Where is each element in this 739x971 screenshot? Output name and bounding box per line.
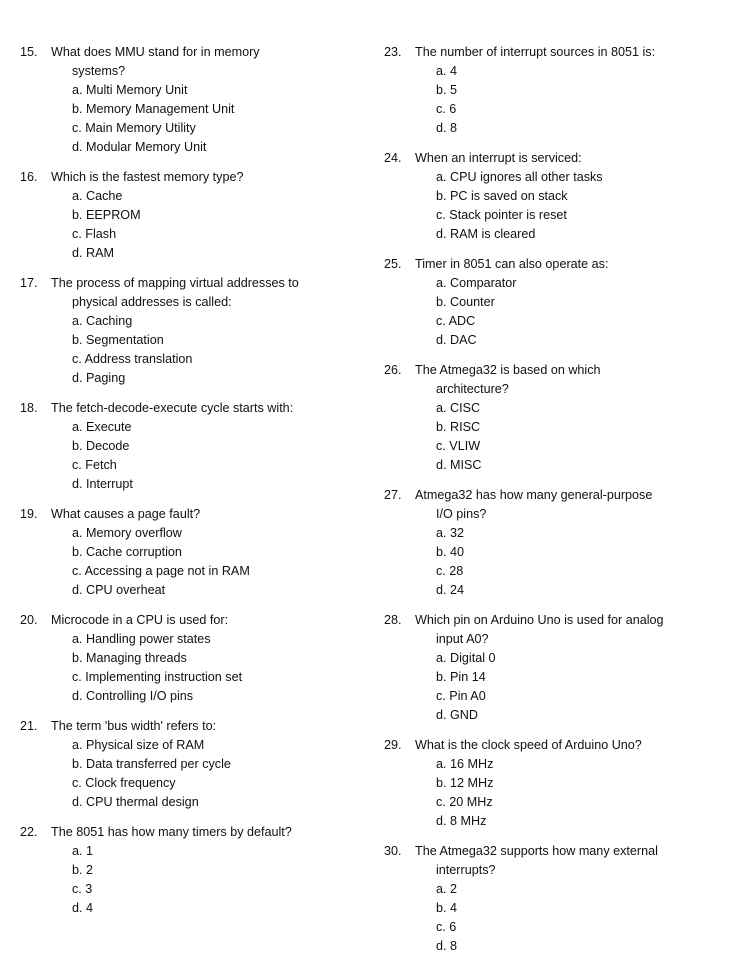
answer-option: a. 16 MHz [436, 757, 494, 771]
answer-option: a. 2 [436, 882, 458, 896]
left-column [20, 43, 365, 918]
question-22 [20, 823, 365, 918]
question-number: 15. [20, 45, 38, 59]
question-19 [20, 505, 365, 600]
question-header [20, 274, 365, 293]
answer-option: c. Pin A0 [436, 689, 486, 703]
answer-option: c. Accessing a page not in RAM [72, 564, 250, 578]
question-text-continued: systems? [72, 64, 126, 78]
answer-option: d. 8 [436, 121, 458, 135]
question-text: The Atmega32 supports how many external [415, 844, 658, 858]
question-header [384, 842, 729, 861]
question-number: 20. [20, 613, 38, 627]
question-header [384, 611, 729, 630]
question-header [20, 168, 365, 187]
question-number: 29. [384, 738, 402, 752]
answer-option: b. RISC [436, 420, 481, 434]
answer-option: a. 4 [436, 64, 458, 78]
answer-option: c. Clock frequency [72, 776, 176, 790]
answer-option: b. 12 MHz [436, 776, 494, 790]
question-header [20, 823, 365, 842]
answer-option: d. Interrupt [72, 477, 133, 491]
answer-option: a. Digital 0 [436, 651, 496, 665]
answer-option: c. 6 [436, 102, 457, 116]
answer-option: d. RAM [72, 246, 114, 260]
question-header [20, 717, 365, 736]
question-text: What causes a page fault? [51, 507, 201, 521]
question-text: The Atmega32 is based on which [415, 363, 601, 377]
answer-option: b. Pin 14 [436, 670, 486, 684]
question-17 [20, 274, 365, 388]
question-text: What does MMU stand for in memory [51, 45, 260, 59]
question-30 [384, 842, 729, 956]
answer-option: a. Execute [72, 420, 132, 434]
answer-option: d. 8 [436, 939, 458, 953]
answer-option: d. Modular Memory Unit [72, 140, 207, 154]
answer-option: c. 3 [72, 882, 93, 896]
question-number: 21. [20, 719, 38, 733]
question-text: The process of mapping virtual addresses to [51, 276, 299, 290]
answer-option: d. CPU thermal design [72, 795, 199, 809]
question-number: 23. [384, 45, 402, 59]
answer-option: a. Comparator [436, 276, 517, 290]
answer-option: c. Implementing instruction set [72, 670, 243, 684]
question-text: Timer in 8051 can also operate as: [415, 257, 609, 271]
answer-option: b. Counter [436, 295, 495, 309]
answer-option: b. 40 [436, 545, 465, 559]
question-text: The fetch-decode-execute cycle starts with: [51, 401, 294, 415]
question-number: 25. [384, 257, 402, 271]
question-number: 18. [20, 401, 38, 415]
question-text-continued: interrupts? [436, 863, 496, 877]
answer-option: b. Segmentation [72, 333, 164, 347]
question-text-continued: input A0? [436, 632, 489, 646]
question-21 [20, 717, 365, 812]
question-header [384, 149, 729, 168]
answer-option: b. Managing threads [72, 651, 187, 665]
answer-option: c. Fetch [72, 458, 117, 472]
question-20 [20, 611, 365, 706]
question-text: The 8051 has how many timers by default? [51, 825, 292, 839]
answer-option: b. PC is saved on stack [436, 189, 568, 203]
answer-option: c. 20 MHz [436, 795, 493, 809]
question-header [20, 399, 365, 418]
answer-option: c. 6 [436, 920, 457, 934]
question-28 [384, 611, 729, 725]
question-16 [20, 168, 365, 263]
question-header [20, 43, 365, 62]
question-text: Microcode in a CPU is used for: [51, 613, 229, 627]
answer-option: a. Caching [72, 314, 133, 328]
answer-option: c. ADC [436, 314, 476, 328]
answer-option: c. Main Memory Utility [72, 121, 196, 135]
question-text: The term 'bus width' refers to: [51, 719, 217, 733]
answer-option: a. Memory overflow [72, 526, 182, 540]
answer-option: b. Memory Management Unit [72, 102, 235, 116]
answer-option: a. CPU ignores all other tasks [436, 170, 603, 184]
answer-option: c. 28 [436, 564, 464, 578]
question-26 [384, 361, 729, 475]
answer-option: b. 5 [436, 83, 458, 97]
answer-option: b. Data transferred per cycle [72, 757, 231, 771]
answer-option: d. 8 MHz [436, 814, 487, 828]
answer-option: a. Cache [72, 189, 123, 203]
answer-option: d. CPU overheat [72, 583, 166, 597]
question-25 [384, 255, 729, 350]
question-27 [384, 486, 729, 600]
answer-option: d. RAM is cleared [436, 227, 536, 241]
answer-option: a. 1 [72, 844, 94, 858]
answer-option: d. Paging [72, 371, 126, 385]
answer-option: d. GND [436, 708, 478, 722]
answer-option: d. MISC [436, 458, 482, 472]
question-header [384, 43, 729, 62]
question-24 [384, 149, 729, 244]
answer-option: b. EEPROM [72, 208, 141, 222]
question-number: 17. [20, 276, 38, 290]
question-header [384, 736, 729, 755]
answer-option: a. Multi Memory Unit [72, 83, 188, 97]
answer-option: c. VLIW [436, 439, 481, 453]
question-number: 26. [384, 363, 402, 377]
question-number: 24. [384, 151, 402, 165]
question-15 [20, 43, 365, 157]
question-number: 19. [20, 507, 38, 521]
question-number: 16. [20, 170, 38, 184]
question-number: 30. [384, 844, 402, 858]
answer-option: a. Physical size of RAM [72, 738, 205, 752]
question-text: Atmega32 has how many general-purpose [415, 488, 653, 502]
question-text-continued: I/O pins? [436, 507, 487, 521]
question-number: 28. [384, 613, 402, 627]
answer-option: c. Address translation [72, 352, 193, 366]
question-text: When an interrupt is serviced: [415, 151, 582, 165]
answer-option: a. Handling power states [72, 632, 211, 646]
question-header [384, 486, 729, 505]
question-header [384, 361, 729, 380]
answer-option: a. 32 [436, 526, 465, 540]
question-29 [384, 736, 729, 831]
answer-option: d. DAC [436, 333, 477, 347]
question-number: 22. [20, 825, 38, 839]
question-header [384, 255, 729, 274]
answer-option: d. Controlling I/O pins [72, 689, 194, 703]
question-text: Which pin on Arduino Uno is used for analog [415, 613, 664, 627]
answer-option: b. 4 [436, 901, 458, 915]
answer-option: a. CISC [436, 401, 481, 415]
question-text: The number of interrupt sources in 8051 is: [415, 45, 656, 59]
question-23 [384, 43, 729, 138]
question-text: Which is the fastest memory type? [51, 170, 244, 184]
answer-option: c. Flash [72, 227, 117, 241]
answer-option: b. 2 [72, 863, 94, 877]
question-18 [20, 399, 365, 494]
question-text-continued: physical addresses is called: [72, 295, 232, 309]
answer-option: b. Cache corruption [72, 545, 182, 559]
answer-option: d. 24 [436, 583, 465, 597]
answer-option: b. Decode [72, 439, 130, 453]
question-number: 27. [384, 488, 402, 502]
question-header [20, 505, 365, 524]
answer-option: d. 4 [72, 901, 94, 915]
question-text: What is the clock speed of Arduino Uno? [415, 738, 642, 752]
question-text-continued: architecture? [436, 382, 509, 396]
right-column [384, 43, 729, 956]
question-header [20, 611, 365, 630]
answer-option: c. Stack pointer is reset [436, 208, 567, 222]
